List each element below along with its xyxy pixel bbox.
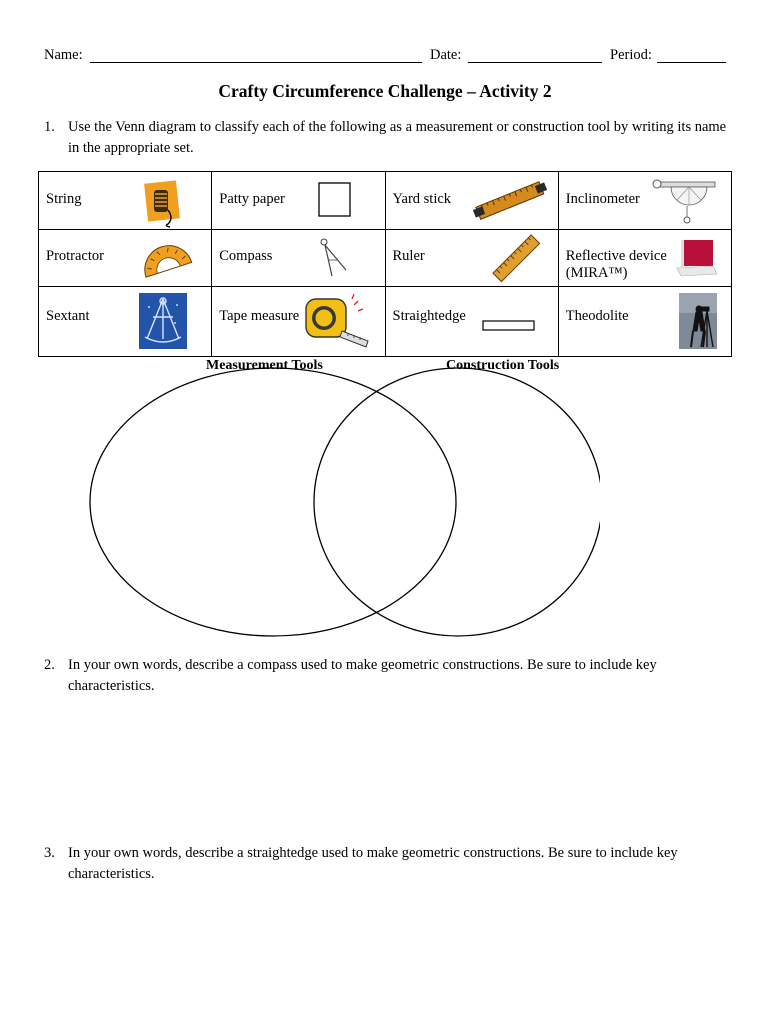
square-icon (318, 182, 352, 218)
tool-label: Patty paper (219, 191, 285, 207)
date-line[interactable] (468, 62, 602, 63)
compass-icon (312, 236, 352, 280)
sextant-icon (139, 293, 187, 349)
table-row (39, 172, 732, 230)
theodolite-icon (679, 293, 717, 349)
inclinometer-icon (651, 176, 721, 230)
tool-cell-inclinometer (558, 172, 731, 230)
question-number: 1. (44, 119, 55, 135)
tool-cell-sextant (39, 287, 212, 357)
question-text: In your own words, describe a compass used to make geometric constructions. Be sure to include key characteristics. (68, 657, 657, 694)
tool-label: Sextant (46, 308, 90, 324)
question-number: 2. (44, 657, 55, 673)
venn-label-measurement: Measurement Tools (206, 358, 323, 373)
question-2 (44, 655, 734, 699)
table-row (39, 230, 732, 287)
tool-cell-protractor (39, 230, 212, 287)
question-number: 3. (44, 845, 55, 861)
tool-cell-compass (212, 230, 385, 287)
tool-label: Theodolite (565, 308, 629, 324)
tool-label: Ruler (392, 248, 425, 264)
tool-label: String (46, 191, 82, 207)
construction-set[interactable] (314, 368, 600, 636)
string-spool-icon (144, 180, 184, 228)
page-title: Crafty Circumference Challenge – Activity 2 (218, 81, 552, 101)
question-text: Use the Venn diagram to classify each of the following as a measurement or construction tool by writing its name in the appropriate set. (68, 119, 727, 156)
measurement-set[interactable] (90, 368, 456, 636)
question-3 (44, 843, 734, 887)
venn-diagram (80, 358, 600, 648)
straightedge-icon (482, 319, 536, 333)
table-row (39, 287, 732, 357)
name-line[interactable] (90, 62, 422, 63)
date-label: Date: (430, 47, 462, 63)
ruler-icon (490, 234, 544, 284)
tool-cell-string (39, 172, 212, 230)
tools-table (38, 171, 732, 357)
tool-label: Yard stick (392, 191, 452, 207)
question-text: In your own words, describe a straightedge used to make geometric constructions. Be sure to include key characteristics. (68, 845, 678, 882)
venn-label-construction: Construction Tools (446, 358, 560, 373)
tape-measure-icon (302, 291, 374, 351)
tool-cell-ruler (385, 230, 558, 287)
mirror-icon (675, 236, 719, 278)
tool-cell-patty-paper (212, 172, 385, 230)
tool-label: Inclinometer (565, 191, 640, 207)
tool-cell-straightedge (385, 287, 558, 357)
tool-label: Straightedge (392, 308, 466, 324)
yard-stick-icon (470, 178, 550, 224)
tool-label: Protractor (46, 248, 104, 264)
tool-cell-reflective-device (558, 230, 731, 287)
name-label: Name: (44, 47, 83, 63)
question-1 (44, 117, 734, 161)
tool-label: Tape measure (219, 308, 300, 324)
tool-cell-yard-stick (385, 172, 558, 230)
protractor-icon (139, 234, 195, 282)
header (44, 47, 726, 67)
tool-label: Compass (219, 248, 273, 264)
period-line[interactable] (657, 62, 726, 63)
tool-cell-tape-measure (212, 287, 385, 357)
period-label: Period: (610, 47, 652, 63)
tool-label: Reflective device (MIRA™) (565, 248, 667, 281)
tool-cell-theodolite (558, 287, 731, 357)
